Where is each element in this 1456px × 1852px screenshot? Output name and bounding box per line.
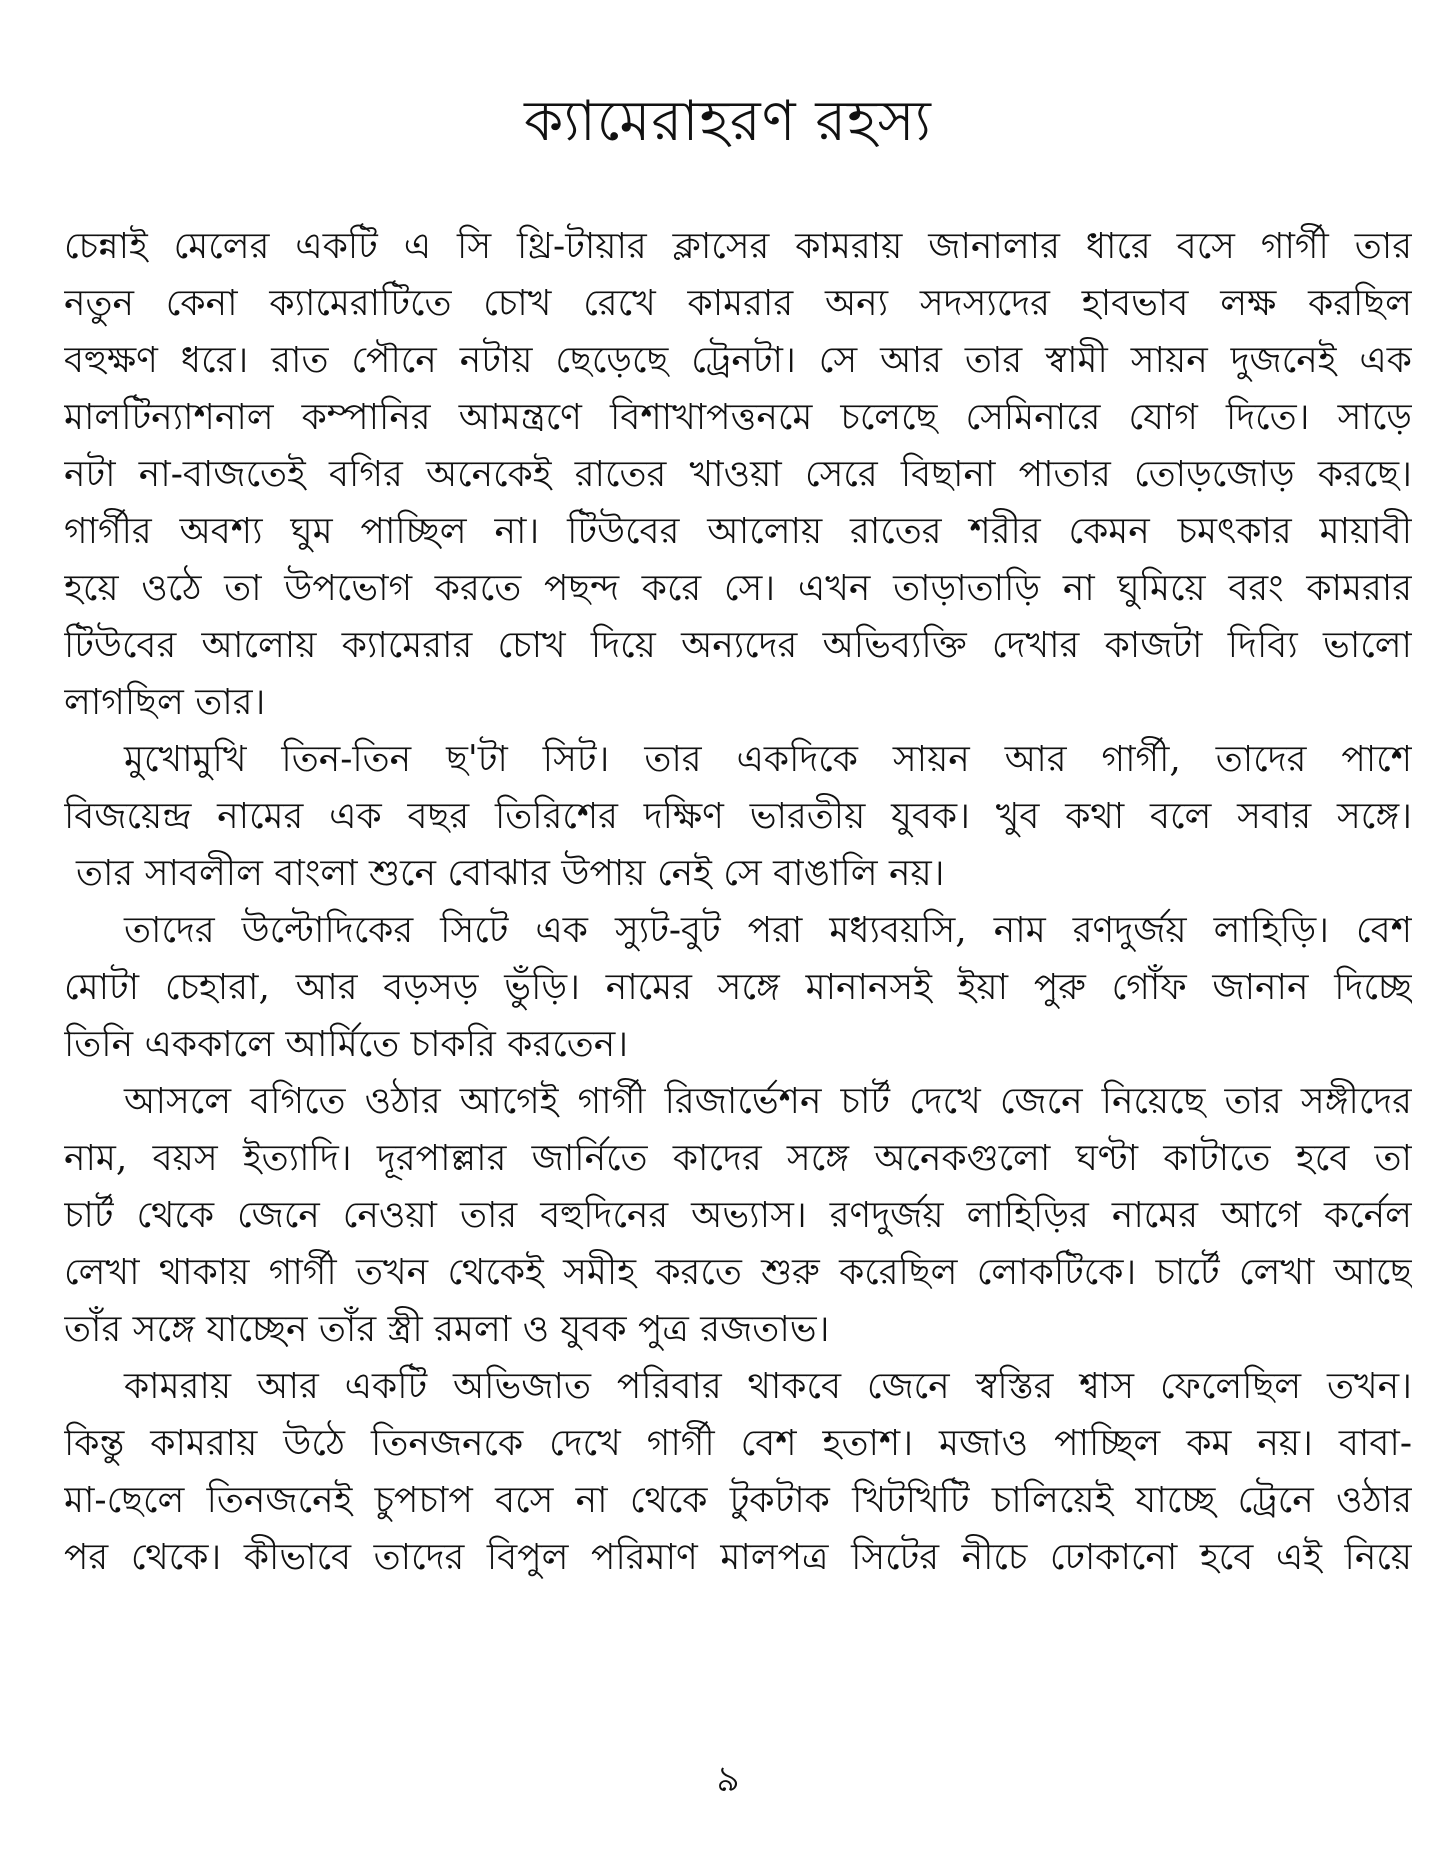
text-line: বিজয়েন্দ্র নামের এক বছর তিরিশের দক্ষিণ ভারতীয় যুবক। খুব কথা বলে সবার সঙ্গে।	[64, 796, 1412, 837]
text-line: মা-ছেলে তিনজনেই চুপচাপ বসে না থেকে টুকটাক খিটখিটি চালিয়েই যাচ্ছে ট্রেনে ওঠার	[64, 1480, 1412, 1521]
text-line: কামরায় আর একটি অভিজাত পরিবার থাকবে জেনে স্বস্তির শ্বাস ফেলেছিল তখন।	[124, 1366, 1412, 1407]
text-line: নতুন কেনা ক্যামেরাটিতে চোখ রেখে কামরার অন্য সদস্যদের হাবভাব লক্ষ করছিল	[64, 283, 1412, 324]
text-line: মালটিন্যাশনাল কম্পানির আমন্ত্রণে বিশাখাপত্তনমে চলেছে সেমিনারে যোগ দিতে। সাড়ে	[64, 397, 1412, 438]
body-text	[64, 218, 1412, 1586]
text-line: নটা না-বাজতেই বগির অনেকেই রাতের খাওয়া সেরে বিছানা পাতার তোড়জোড় করছে।	[64, 454, 1412, 495]
text-line: তিনি এককালে আর্মিতে চাকরি করতেন।	[64, 1024, 629, 1065]
text-line: তাঁর সঙ্গে যাচ্ছেন তাঁর স্ত্রী রমলা ও যুবক পুত্র রজতাভ।	[64, 1309, 830, 1350]
text-line: পর থেকে। কীভাবে তাদের বিপুল পরিমাণ মালপত্র সিটের নীচে ঢোকানো হবে এই নিয়ে	[64, 1537, 1412, 1578]
text-line: মোটা চেহারা, আর বড়সড় ভুঁড়ি। নামের সঙ্গে মানানসই ইয়া পুরু গোঁফ জানান দিচ্ছে	[64, 967, 1412, 1008]
chapter-title: ক্যামেরাহরণ রহস্য	[524, 89, 932, 154]
text-line: চেন্নাই মেলের একটি এ সি থ্রি-টায়ার ক্লাসের কামরায় জানালার ধারে বসে গার্গী তার	[64, 226, 1412, 267]
text-line: গার্গীর অবশ্য ঘুম পাচ্ছিল না। টিউবের আলোয় রাতের শরীর কেমন চমৎকার মায়াবী	[64, 511, 1412, 552]
text-line: তার সাবলীল বাংলা শুনে বোঝার উপায় নেই সে বাঙালি নয়।	[76, 853, 945, 894]
text-line: আসলে বগিতে ওঠার আগেই গার্গী রিজার্ভেশন চার্ট দেখে জেনে নিয়েছে তার সঙ্গীদের	[124, 1081, 1412, 1122]
text-line: তাদের উল্টোদিকের সিটে এক স্যুট-বুট পরা মধ্যবয়সি, নাম রণদুর্জয় লাহিড়ি। বেশ	[124, 910, 1412, 951]
text-line: মুখোমুখি তিন-তিন ছ'টা সিট। তার একদিকে সায়ন আর গার্গী, তাদের পাশে	[124, 739, 1412, 780]
text-line: লেখা থাকায় গার্গী তখন থেকেই সমীহ করতে শুরু করেছিল লোকটিকে। চার্টে লেখা আছে	[64, 1252, 1412, 1293]
text-line: চার্ট থেকে জেনে নেওয়া তার বহুদিনের অভ্যাস। রণদুর্জয় লাহিড়ির নামের আগে কর্নেল	[64, 1195, 1412, 1236]
text-line: হয়ে ওঠে তা উপভোগ করতে পছন্দ করে সে। এখন তাড়াতাড়ি না ঘুমিয়ে বরং কামরার	[64, 568, 1412, 609]
text-line: বহুক্ষণ ধরে। রাত পৌনে নটায় ছেড়েছে ট্রেনটা। সে আর তার স্বামী সায়ন দুজনেই এক	[64, 340, 1412, 381]
text-line: নাম, বয়স ইত্যাদি। দূরপাল্লার জার্নিতে কাদের সঙ্গে অনেকগুলো ঘণ্টা কাটাতে হবে তা	[64, 1138, 1412, 1179]
text-line: লাগছিল তার।	[64, 682, 266, 723]
text-line: কিন্তু কামরায় উঠে তিনজনকে দেখে গার্গী বেশ হতাশ। মজাও পাচ্ছিল কম নয়। বাবা-	[64, 1423, 1412, 1464]
text-line: টিউবের আলোয় ক্যামেরার চোখ দিয়ে অন্যদের অভিব্যক্তি দেখার কাজটা দিব্যি ভালো	[64, 625, 1412, 666]
page-number: ৯	[716, 1759, 740, 1800]
